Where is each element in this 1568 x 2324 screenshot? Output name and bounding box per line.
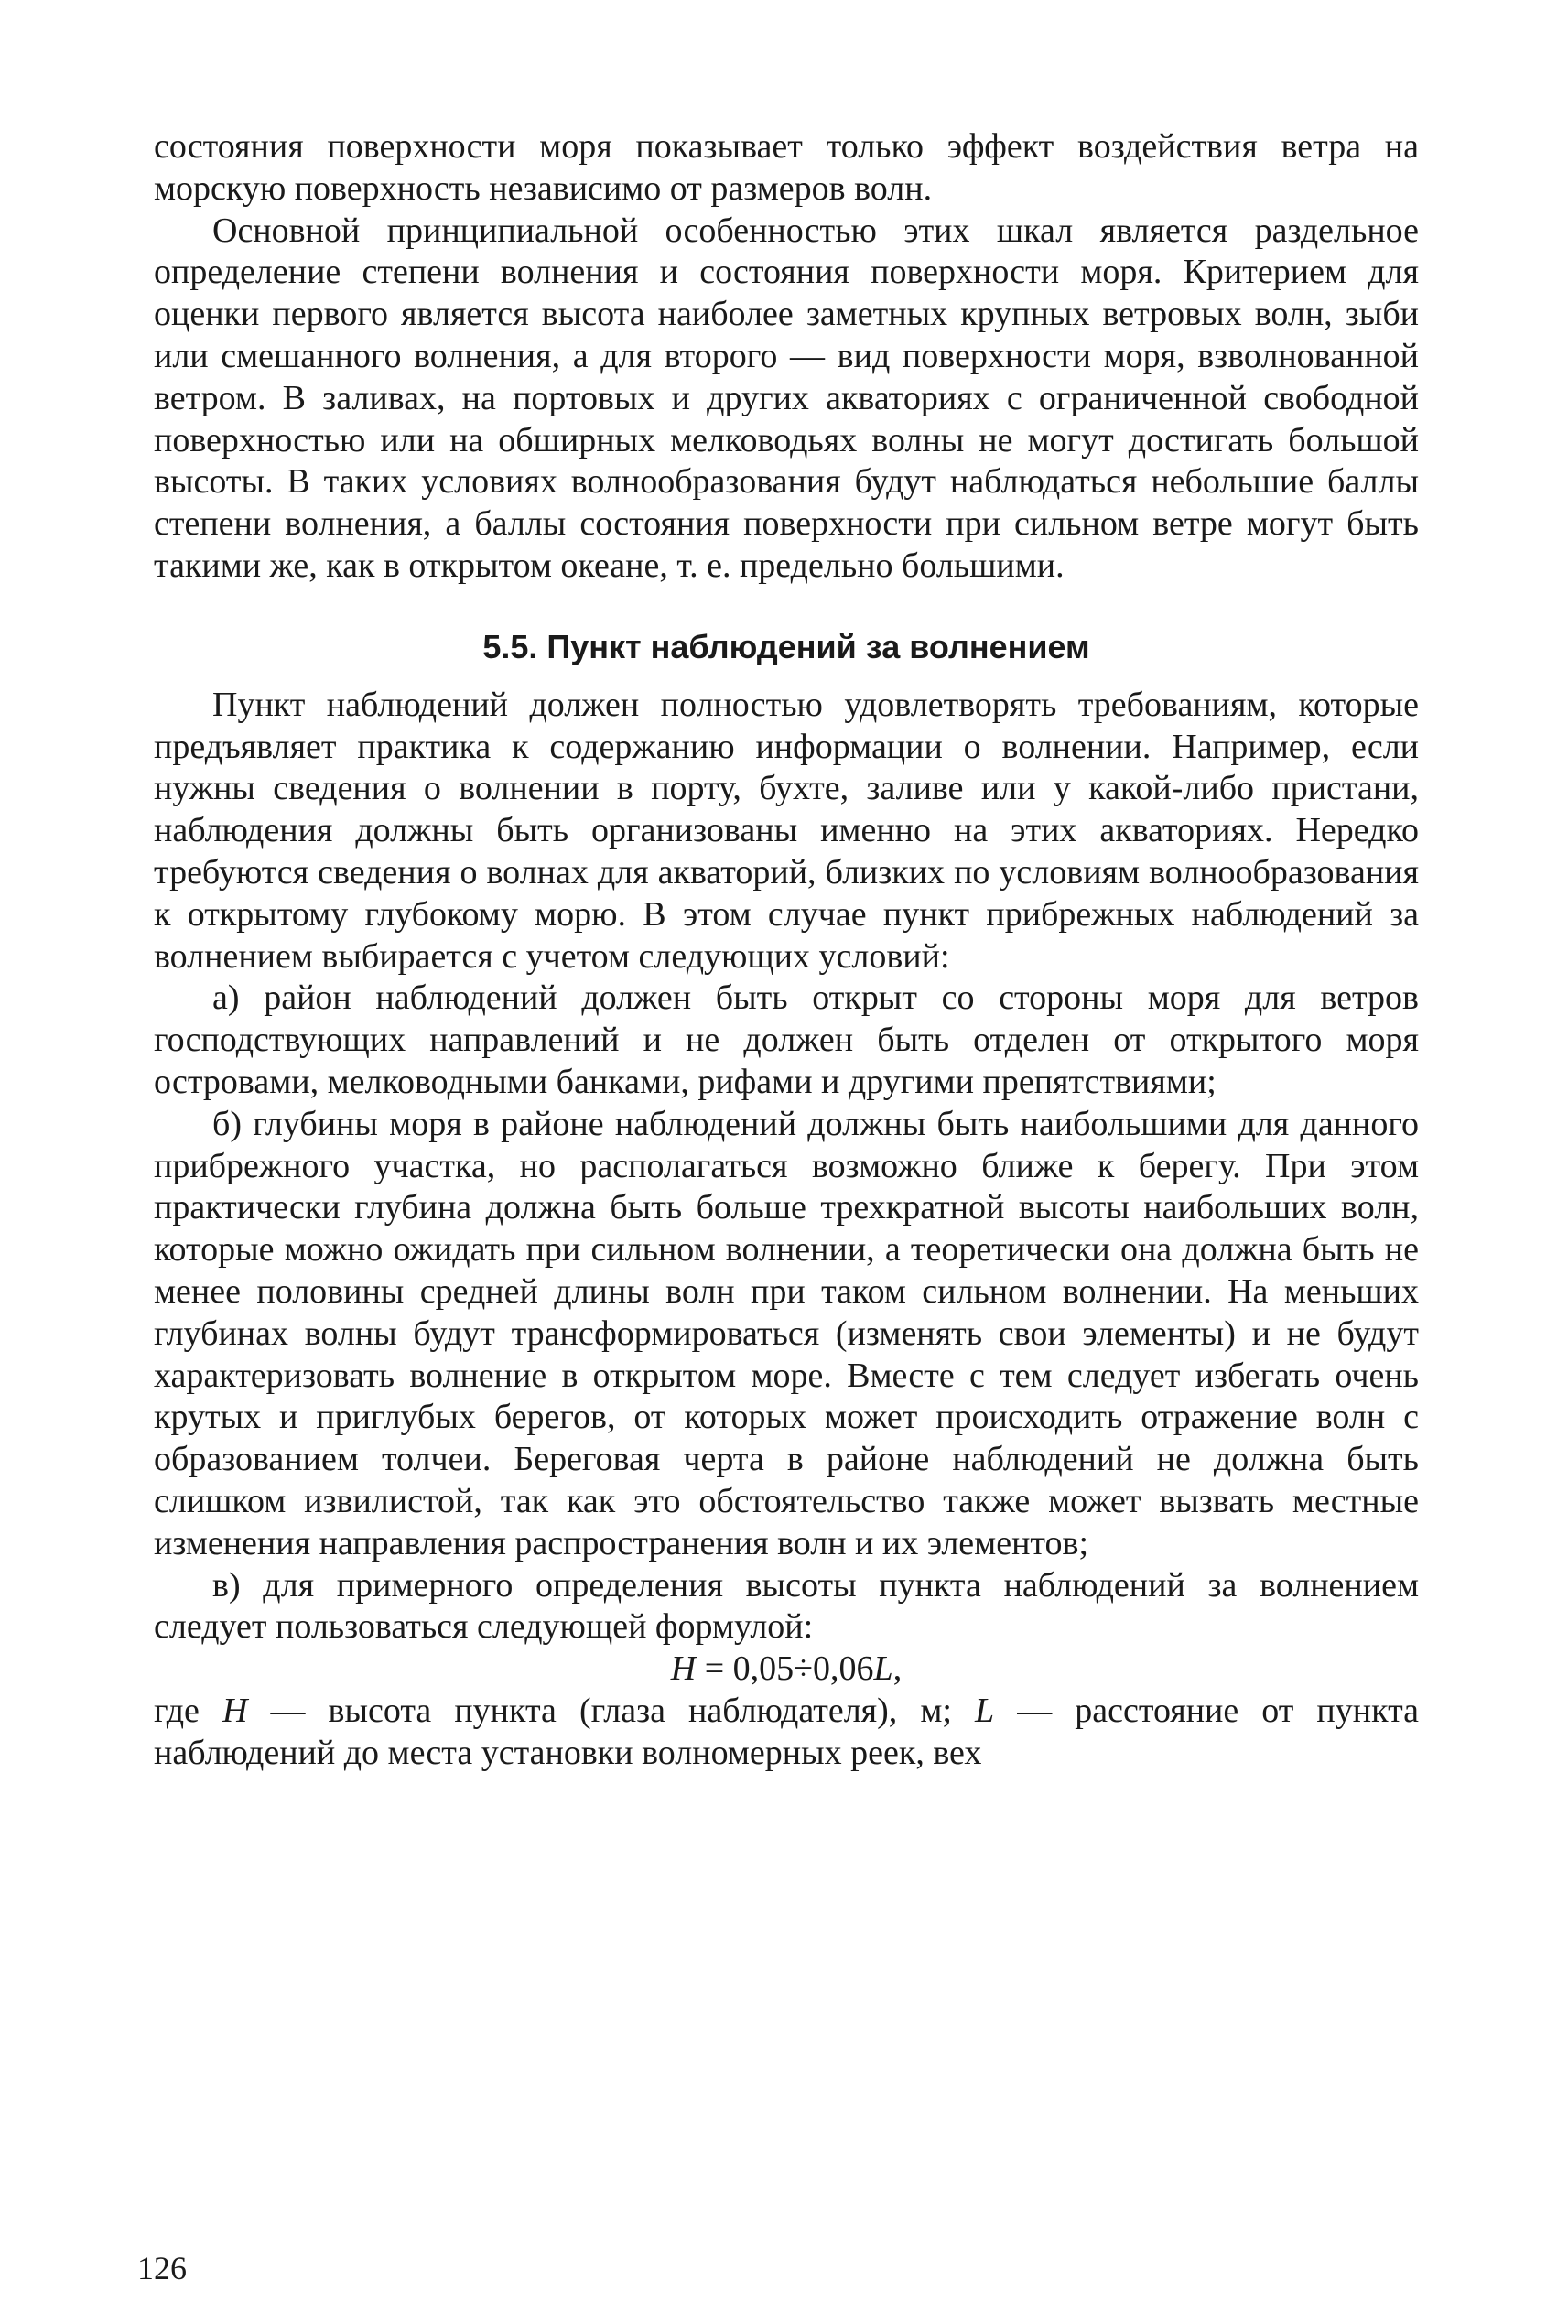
- list-item-b: б) глубины моря в районе наблюдений должны быть наибольшими для данного прибрежного участка, но располагаться возможно ближе к берегу. При этом практически глубина должна быть больше трехкратной высоты наибольших волн, которые можно ожидать при сильном волнении, а теоретически она должна быть не менее половины средней длины волн при таком сильном волнении. На меньших глубинах волны будут трансформироваться (изменять свои элементы) и не будут характеризовать волнение в открытом море. Вместе с тем следует избегать очень крутых и приглубых берегов, от которых может происходить отражение волн с образованием толчеи. Береговая черта в районе наблюдений не должна быть слишком извилистой, так как это обстоятельство также может вызвать местные изменения направления распространения волн и их элементов;: [154, 1104, 1419, 1562]
- formula-tail: ,: [892, 1649, 903, 1689]
- list-item-c: в) для примерного определения высоты пункта наблюдений за волнением следует пользоваться следующей формулой:: [154, 1565, 1419, 1647]
- paragraph: Основной принципиальной особенностью этих шкал является раздельное определение степени волнения и состояния поверхности моря. Критерием для оценки первого является высота наиболее заметных крупных ветровых волн, зыби или смешанного волнения, а для второго — вид поверхности моря, взволнованной ветром. В заливах, на портовых и других акваториях с ограниченной свободной поверхностью или на обширных мелководьях волны не могут достигать большой высоты. В таких условиях волнообразования будут наблюдаться небольшие баллы степени волнения, а баллы состояния поверхности при сильном ветре могут быть такими же, как в открытом океане, т. е. предельно большими.: [154, 211, 1419, 585]
- paragraph: состояния поверхности моря показывает только эффект воздействия ветра на морскую поверхность независимо от размеров волн.: [154, 127, 1419, 208]
- closing-text-l: — расстояние от пункта наблюдений до места установки волномерных реек, вех: [154, 1691, 1419, 1772]
- closing-lead: где: [154, 1691, 222, 1730]
- closing-text-h: — высота пункта (глаза наблюдателя), м;: [247, 1691, 975, 1730]
- formula-rhs: = 0,05÷0,06: [696, 1649, 874, 1689]
- formula-lhs: H: [670, 1649, 697, 1689]
- list-item-a: а) район наблюдений должен быть открыт со стороны моря для ветров господствующих направлений и не должен быть отделен от открытого моря островами, мелководными банками, рифами и другими препятствиями;: [154, 978, 1419, 1101]
- section-heading: 5.5. Пункт наблюдений за волнением: [482, 627, 1090, 665]
- paragraph: Пункт наблюдений должен полностью удовлетворять требованиям, которые предъявляет практика к содержанию информации о волнении. Например, если нужны сведения о волнении в порту, бухте, заливе или у какой-либо пристани, наблюдения должны быть организованы именно на этих акваториях. Нередко требуются сведения о волнах для акваторий, близких по условиям волнообразования к открытому глубокому морю. В этом случае пункт прибрежных наблюдений за волнением выбирается с учетом следующих условий:: [154, 685, 1419, 976]
- formula-var: L: [873, 1649, 893, 1689]
- formula: [154, 1648, 1419, 1691]
- page-body: [154, 126, 1419, 1774]
- closing-var-l: L: [975, 1691, 995, 1730]
- page-number: 126: [137, 2250, 187, 2286]
- paragraph-closing: [154, 1691, 1419, 1775]
- closing-var-h: H: [222, 1691, 248, 1730]
